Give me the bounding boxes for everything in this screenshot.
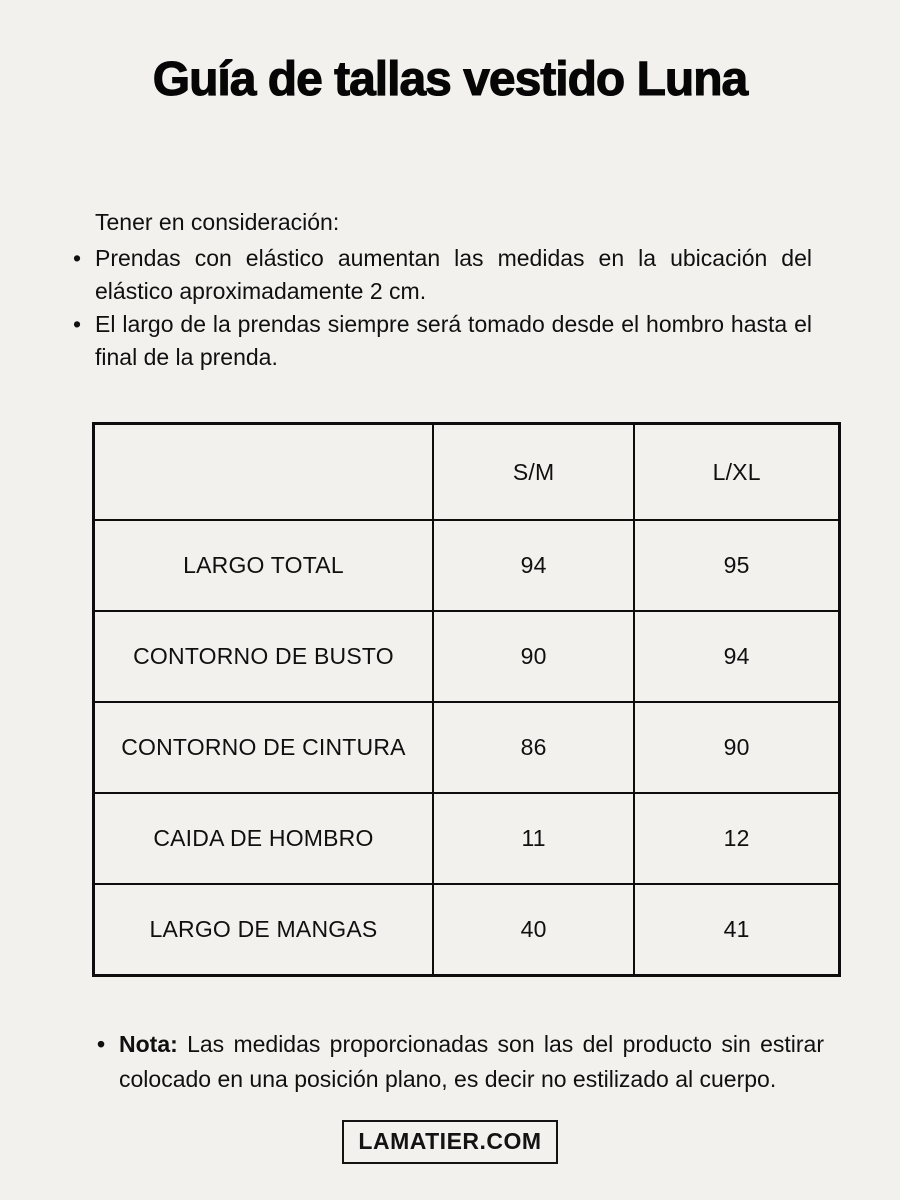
measure-value-lxl: 90 [634, 702, 839, 793]
considerations-intro: Tener en consideración: [95, 209, 340, 235]
measure-label: CAIDA DE HOMBRO [94, 793, 433, 884]
table-row-largo-total [94, 520, 840, 611]
measure-label: LARGO DE MANGAS [94, 884, 433, 976]
note-text: Las medidas proporcionadas son las del producto sin estirar colocado en una posición plano, es decir no estilizado al cuerpo. [119, 1031, 824, 1092]
measure-value-lxl: 95 [634, 520, 839, 611]
table-row-largo-mangas [94, 884, 840, 976]
header-size-lxl: L/XL [634, 424, 839, 521]
size-table [92, 422, 841, 977]
table-row-contorno-busto [94, 611, 840, 702]
measure-value-sm: 94 [433, 520, 634, 611]
page-title: Guía de tallas vestido Luna [152, 53, 748, 106]
measure-value-sm: 11 [433, 793, 634, 884]
footer-brand-box [342, 1120, 557, 1164]
measure-value-sm: 90 [433, 611, 634, 702]
measure-value-lxl: 94 [634, 611, 839, 702]
note-bullet [95, 1027, 824, 1097]
note-label: Nota: [119, 1031, 178, 1057]
considerations-section [72, 206, 812, 374]
measure-label: CONTORNO DE BUSTO [94, 611, 433, 702]
measure-value-lxl: 41 [634, 884, 839, 976]
consideration-bullet-length: • El largo de la prendas siempre será tomado desde el hombro hasta el final de la prenda. [72, 308, 812, 374]
measure-label: CONTORNO DE CINTURA [94, 702, 433, 793]
table-row-caida-hombro [94, 793, 840, 884]
consideration-bullet-elastic: • Prendas con elástico aumentan las medidas en la ubicación del elástico aproximadamente 2 cm. [72, 242, 812, 308]
footer-brand-text: LAMATIER.COM [358, 1128, 542, 1154]
table-row-contorno-cintura [94, 702, 840, 793]
measure-value-lxl: 12 [634, 793, 839, 884]
measure-label: LARGO TOTAL [94, 520, 433, 611]
header-empty-cell [94, 424, 433, 521]
measure-value-sm: 40 [433, 884, 634, 976]
measure-value-sm: 86 [433, 702, 634, 793]
header-size-sm: S/M [433, 424, 634, 521]
size-table-header-row [94, 424, 840, 521]
